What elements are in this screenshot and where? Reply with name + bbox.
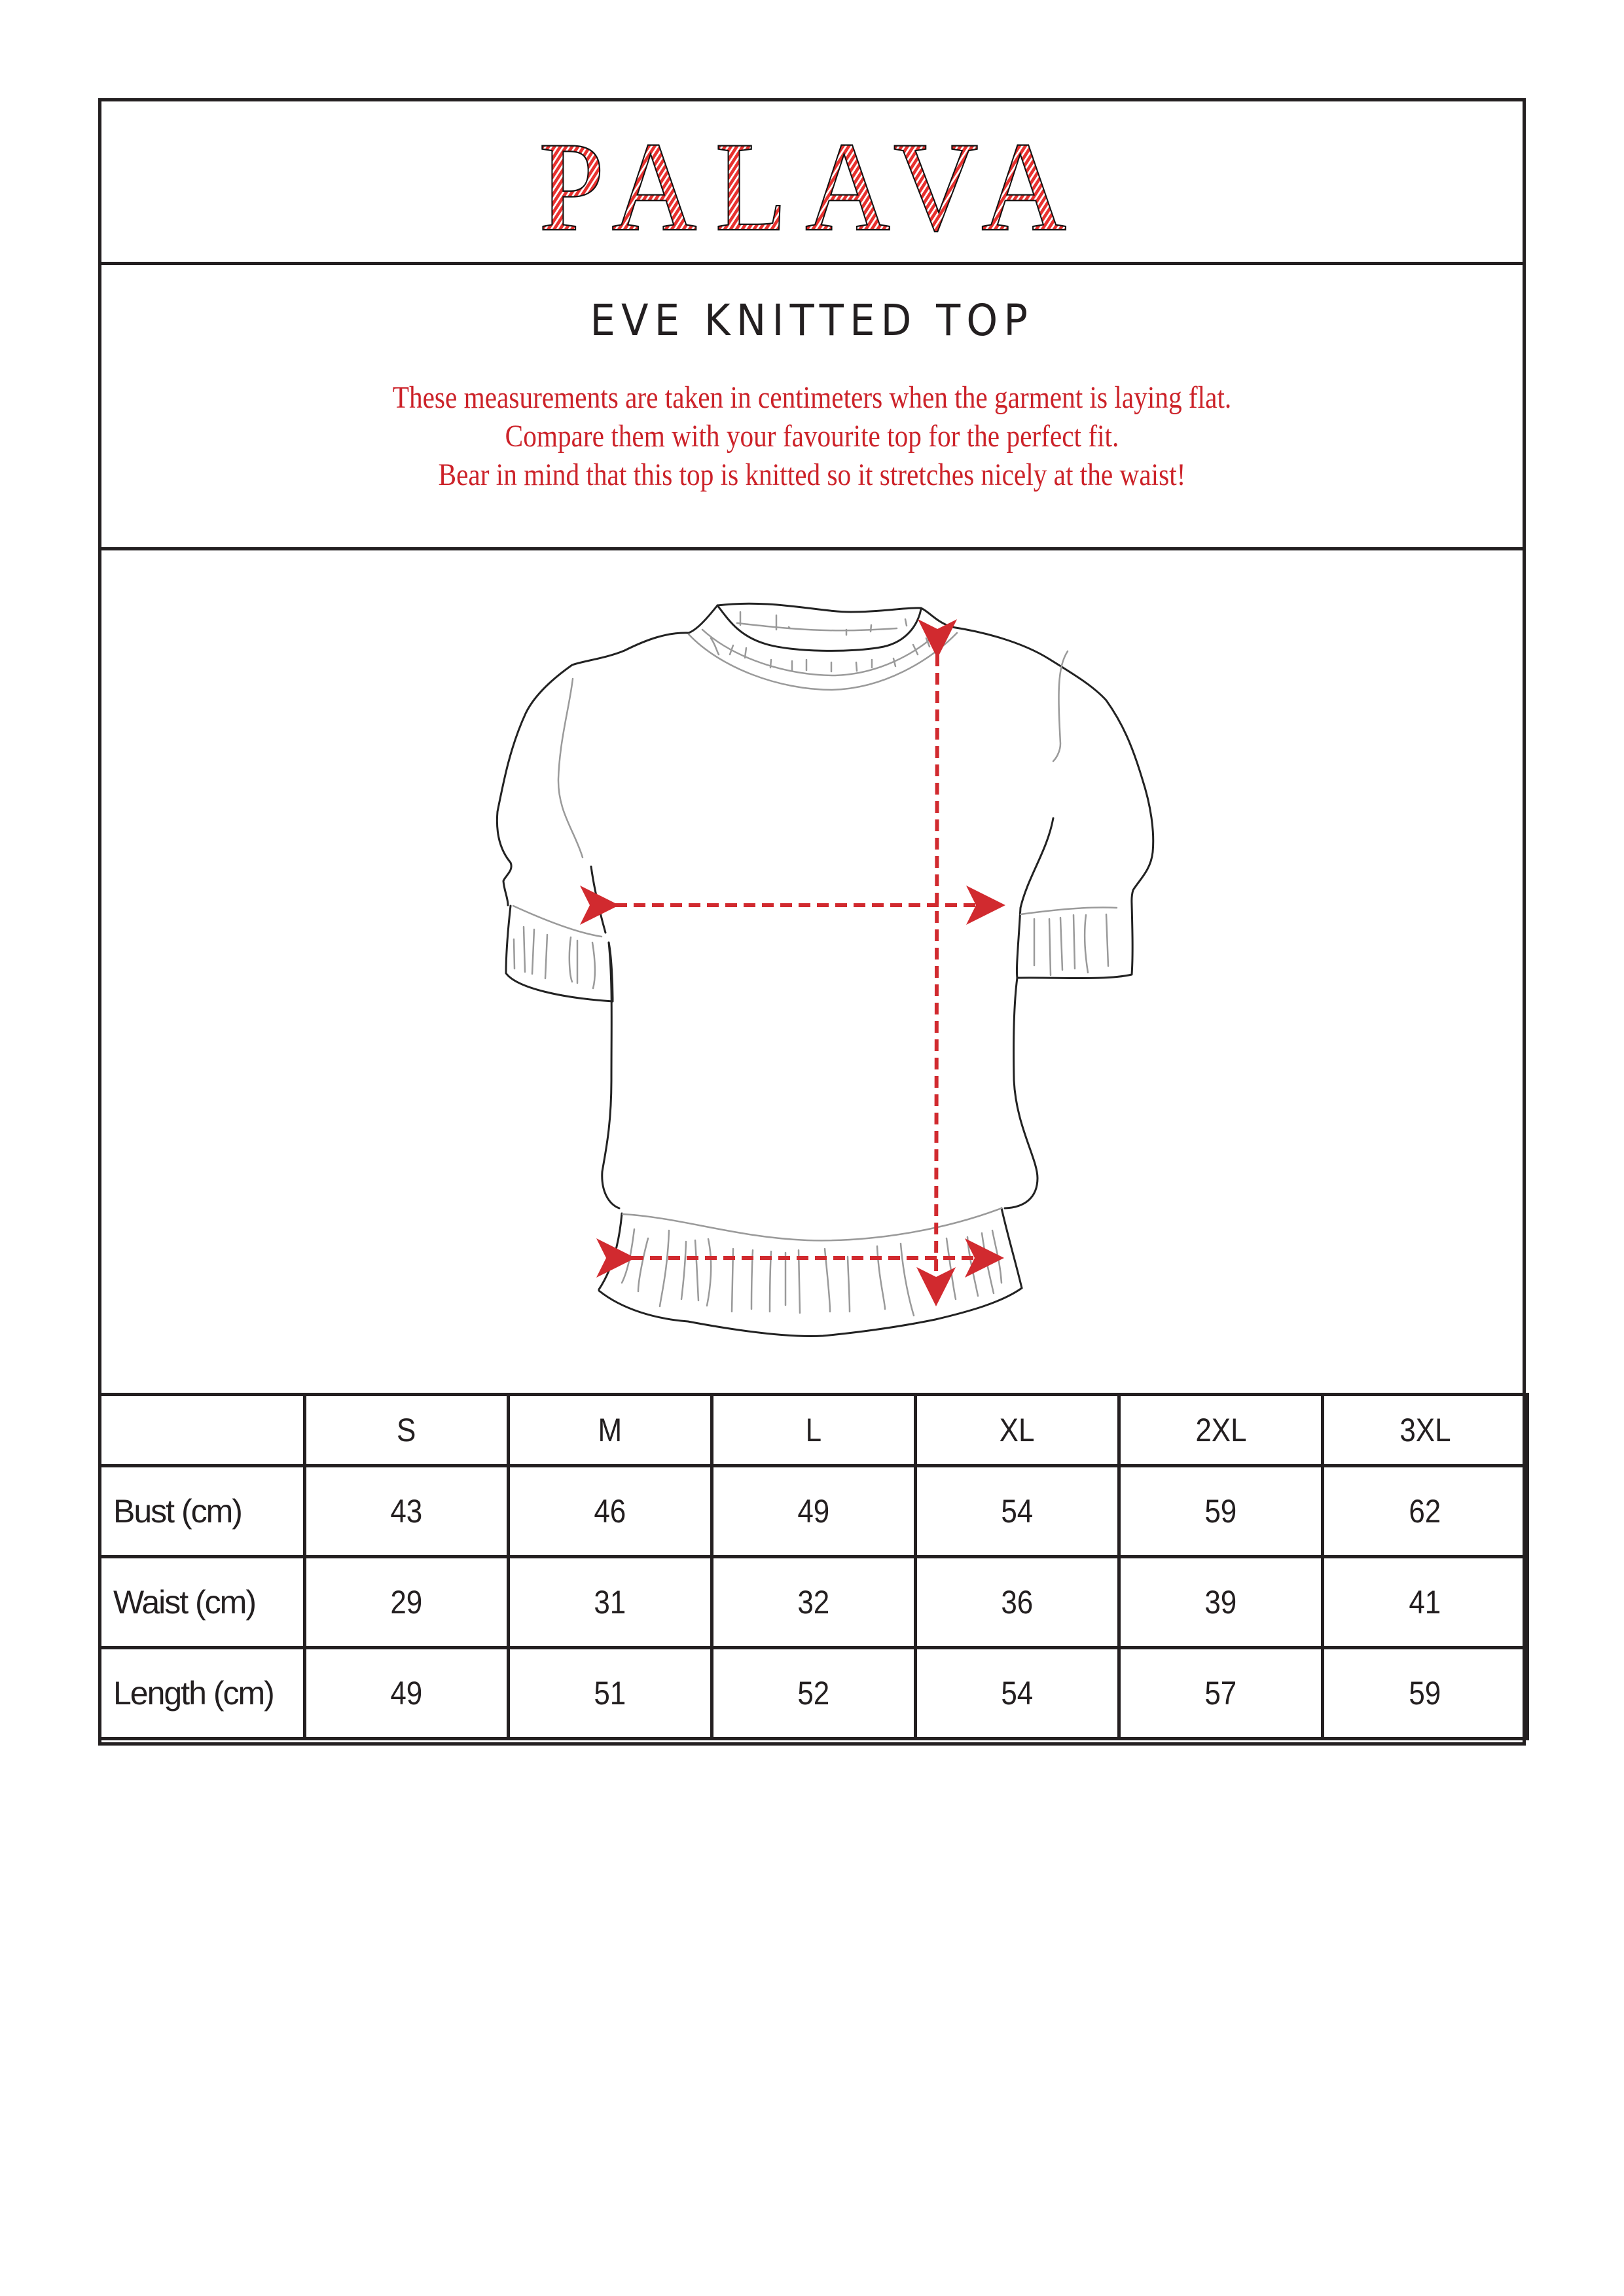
- cell-value: 51: [594, 1675, 626, 1712]
- product-title-text: EVE KNITTED TOP: [590, 295, 1034, 346]
- table-cell: [1119, 1466, 1323, 1557]
- row-label: Length (cm): [100, 1648, 305, 1739]
- note-line: Compare them with your favourite top for the perfect fit.: [505, 419, 1119, 454]
- table-cell: [509, 1466, 712, 1557]
- cell-value: 52: [797, 1675, 830, 1712]
- size-header: [305, 1395, 509, 1466]
- size-header-row: [100, 1395, 1528, 1466]
- size-header: [1323, 1395, 1528, 1466]
- cell-value: 29: [390, 1584, 423, 1621]
- size-label: M: [598, 1412, 623, 1448]
- divider-intro: [98, 547, 1526, 550]
- table-row-waist: [100, 1557, 1528, 1648]
- cell-value: 31: [594, 1584, 626, 1621]
- table-cell: [305, 1648, 509, 1739]
- size-label: XL: [1000, 1412, 1035, 1448]
- size-header: [712, 1395, 916, 1466]
- table-cell: [916, 1557, 1119, 1648]
- table-cell: [712, 1648, 916, 1739]
- table-cell: [305, 1466, 509, 1557]
- size-label: L: [805, 1412, 822, 1448]
- cell-value: 36: [1001, 1584, 1034, 1621]
- cell-value: 54: [1001, 1675, 1034, 1712]
- note-line: These measurements are taken in centimeters when the garment is laying flat.: [392, 380, 1232, 415]
- cell-value: 49: [390, 1675, 423, 1712]
- table-cell: [1323, 1466, 1528, 1557]
- size-label: 3XL: [1399, 1412, 1451, 1448]
- table-cell: [1323, 1648, 1528, 1739]
- table-cell: [916, 1648, 1119, 1739]
- table-cell: [305, 1557, 509, 1648]
- cell-value: 59: [1409, 1675, 1441, 1712]
- table-cell: [916, 1466, 1119, 1557]
- cell-value: 57: [1204, 1675, 1237, 1712]
- brand-name: PALAVA: [539, 115, 1085, 258]
- table-cell: [712, 1557, 916, 1648]
- table-cell: [1323, 1557, 1528, 1648]
- table-cell: [509, 1648, 712, 1739]
- size-table: [98, 1393, 1529, 1740]
- corner-cell: [100, 1395, 305, 1466]
- row-label: Bust (cm): [100, 1466, 305, 1557]
- cell-value: 39: [1204, 1584, 1237, 1621]
- size-label: S: [397, 1412, 416, 1448]
- row-label: Waist (cm): [100, 1557, 305, 1648]
- brand-logo: [101, 101, 1523, 262]
- note-line: Bear in mind that this top is knitted so it stretches nicely at the waist!: [438, 457, 1186, 492]
- cell-value: 49: [797, 1493, 830, 1530]
- cell-value: 62: [1409, 1493, 1441, 1530]
- size-label: 2XL: [1195, 1412, 1247, 1448]
- size-header: [509, 1395, 712, 1466]
- table-cell: [509, 1557, 712, 1648]
- table-cell: [1119, 1557, 1323, 1648]
- table-cell: [1119, 1648, 1323, 1739]
- table-row-bust: [100, 1466, 1528, 1557]
- table-row-length: [100, 1648, 1528, 1739]
- table-cell: [712, 1466, 916, 1557]
- product-title: [101, 288, 1523, 353]
- cell-value: 41: [1409, 1584, 1441, 1621]
- size-header: [916, 1395, 1119, 1466]
- size-header: [1119, 1395, 1323, 1466]
- cell-value: 32: [797, 1584, 830, 1621]
- divider-logo: [98, 262, 1526, 265]
- cell-value: 59: [1204, 1493, 1237, 1530]
- cell-value: 54: [1001, 1493, 1034, 1530]
- measurement-note: [101, 378, 1523, 494]
- cell-value: 46: [594, 1493, 626, 1530]
- cell-value: 43: [390, 1493, 423, 1530]
